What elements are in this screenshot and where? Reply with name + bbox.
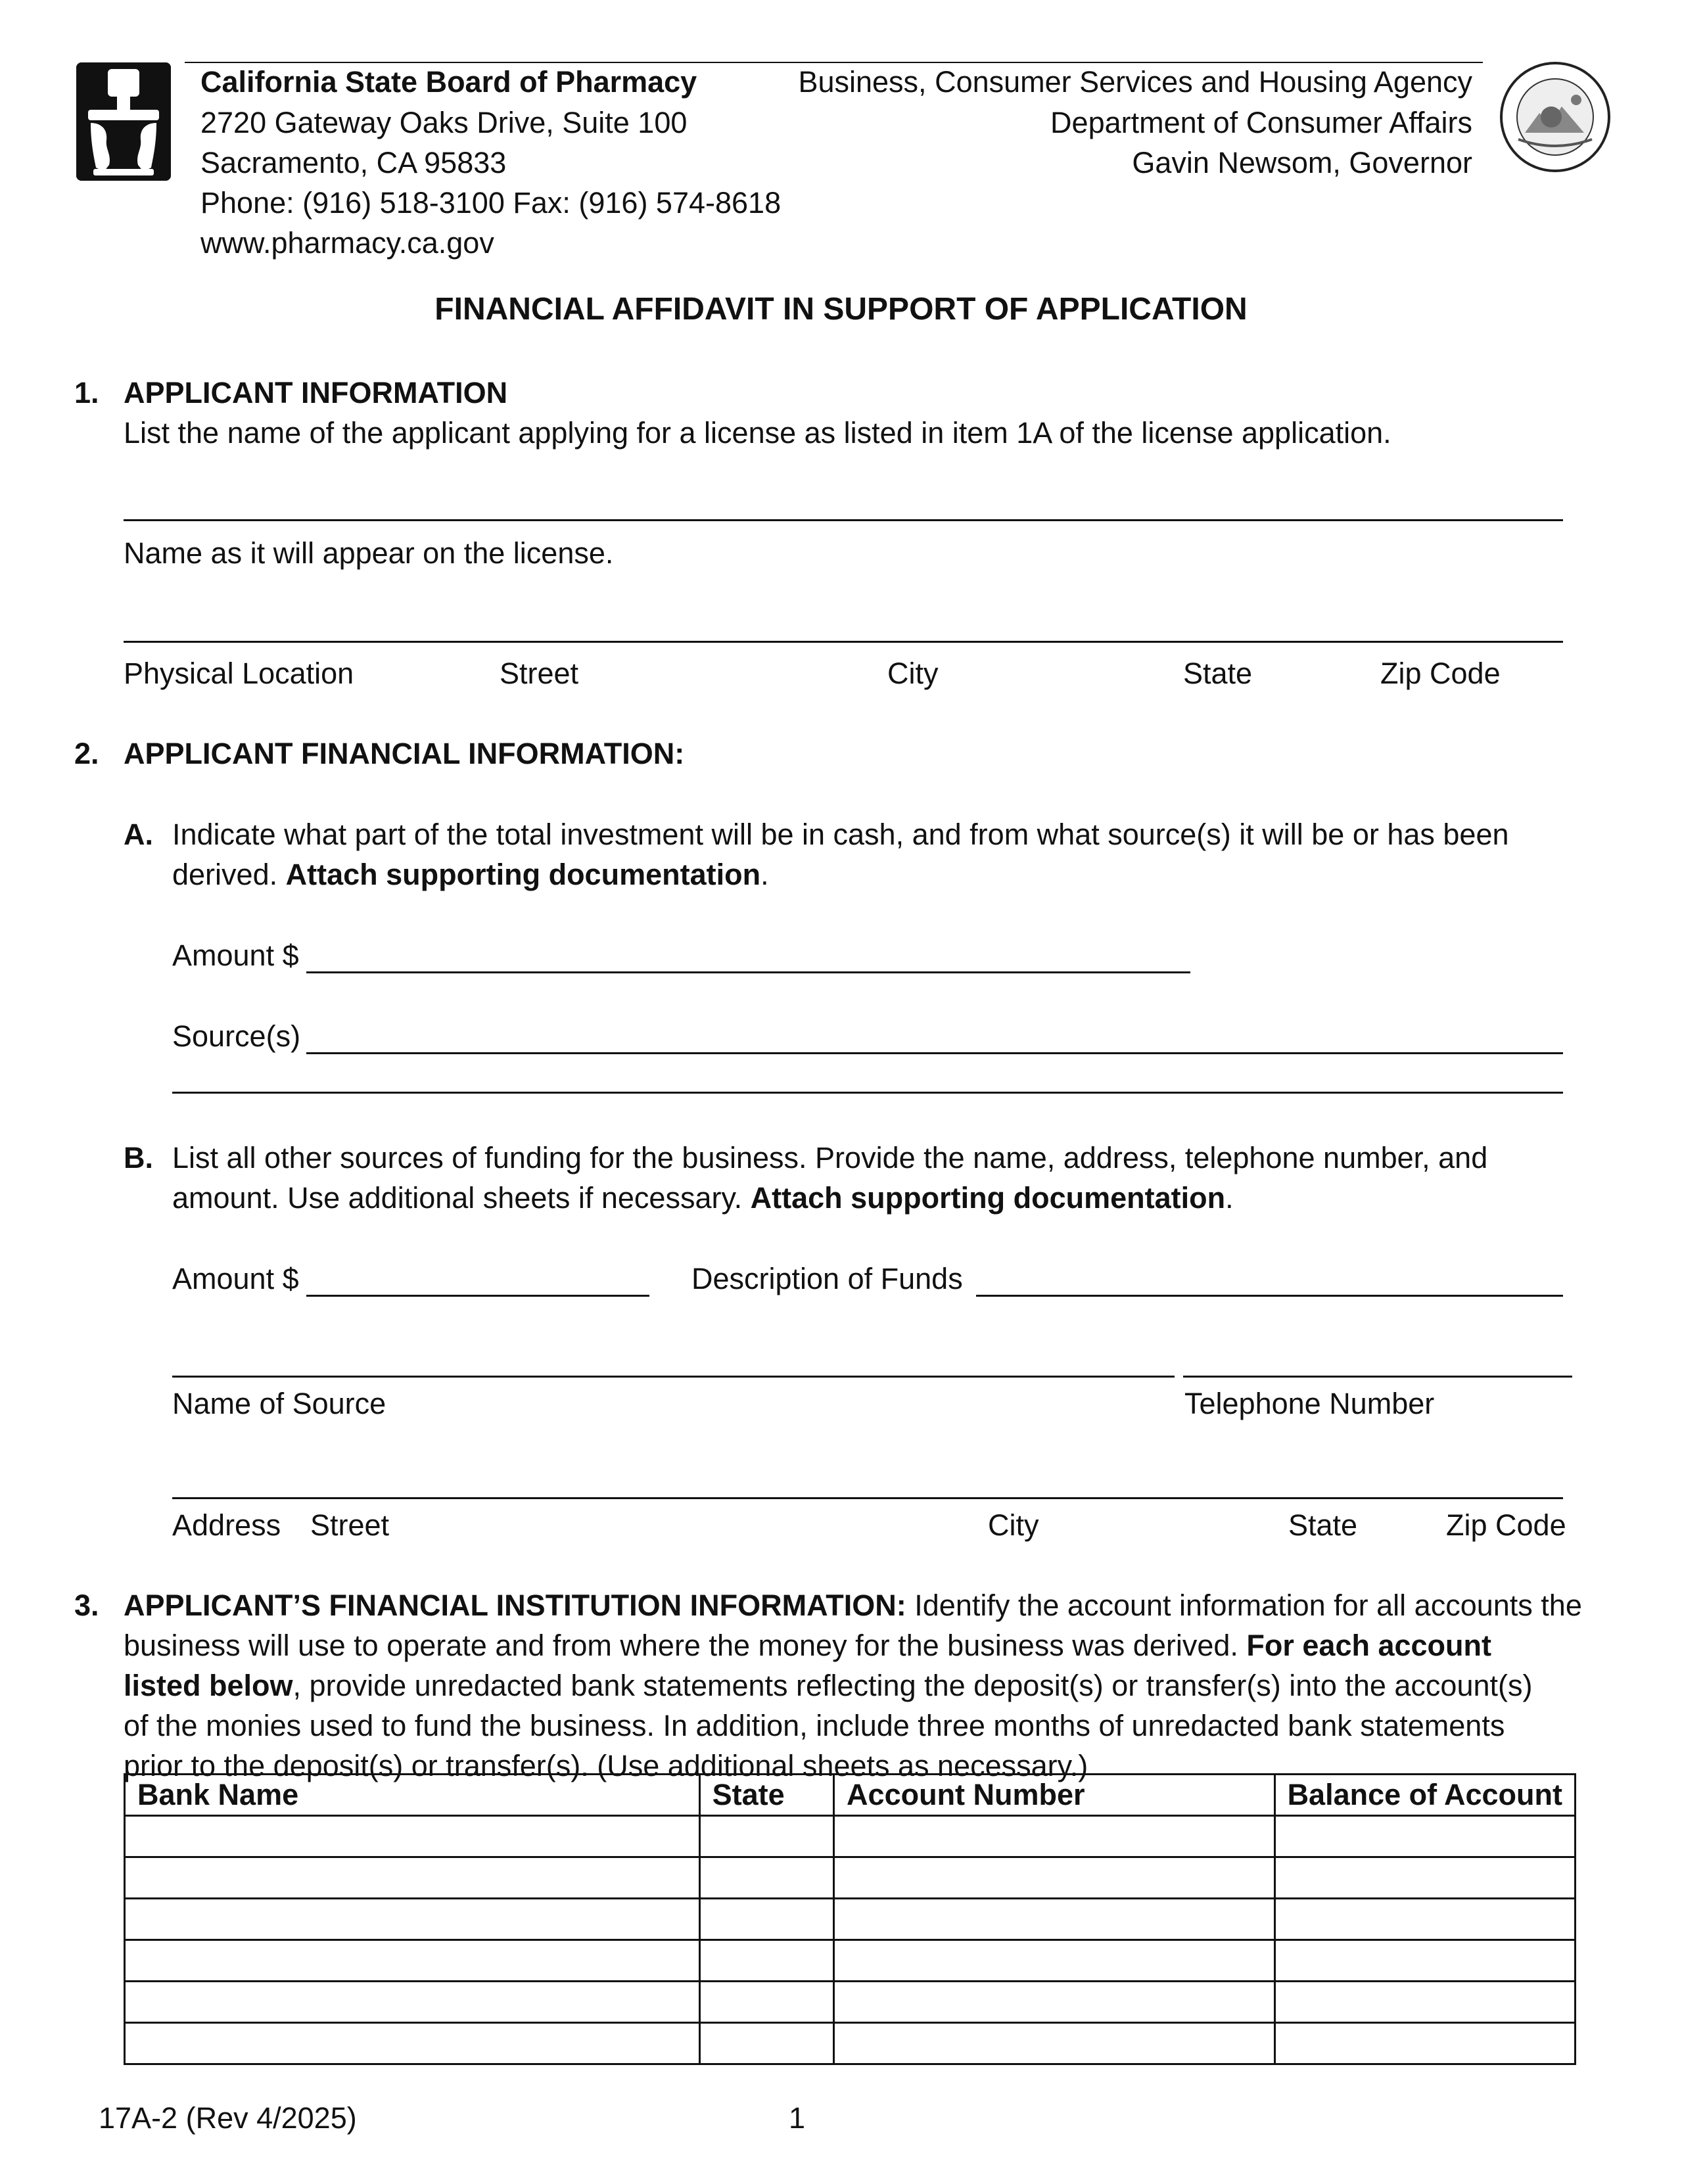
name-of-source-field[interactable] [172, 1376, 1175, 1378]
section3-line2 [124, 1628, 1491, 1663]
bank-name-cell[interactable] [125, 1899, 700, 1940]
mortar-pestle-profile-logo-icon [76, 62, 171, 181]
section2b-text-line1: List all other sources of funding for the business. Provide the name, address, telephone number, and [172, 1141, 1488, 1174]
section1-instruction: List the name of the applicant applying for a license as listed in item 1A of the license application. [124, 416, 1391, 450]
table-row [125, 1816, 1576, 1857]
source-street-label: Street [310, 1508, 390, 1542]
great-seal-of-california-icon [1499, 60, 1612, 174]
section2b-text-plain: amount. Use additional sheets if necessary. [172, 1181, 751, 1215]
board-address-line2: Sacramento, CA 95833 [200, 146, 507, 179]
section3-line2-plain: business will use to operate and from where the money for the business was derived. [124, 1629, 1247, 1662]
source-address-field[interactable] [172, 1497, 1563, 1499]
bank-table-header-row [125, 1775, 1576, 1816]
section3-line5: prior to the deposit(s) or transfer(s). (Use additional sheets as necessary.) [124, 1749, 1088, 1782]
account-number-cell[interactable] [834, 1940, 1275, 1982]
physical-location-label: Physical Location [124, 657, 354, 690]
section3-line3-bold: listed below [124, 1669, 293, 1702]
applicant-name-label: Name as it will appear on the license. [124, 536, 614, 570]
section2b-letter: B. [124, 1141, 153, 1174]
account-balance-cell[interactable] [1274, 1899, 1575, 1940]
board-address-line1: 2720 Gateway Oaks Drive, Suite 100 [200, 106, 688, 139]
section3-line1 [124, 1588, 1582, 1623]
physical-location-field[interactable] [124, 641, 1563, 643]
location-state-label: State [1183, 657, 1253, 690]
bank-state-header: State [699, 1775, 833, 1816]
section1-heading: APPLICANT INFORMATION [124, 376, 508, 409]
board-website: www.pharmacy.ca.gov [200, 226, 494, 260]
section3-heading: APPLICANT’S FINANCIAL INSTITUTION INFORMATION: [124, 1589, 906, 1622]
funding-description-field[interactable] [976, 1295, 1563, 1297]
table-row [125, 1857, 1576, 1899]
form-number: 17A-2 (Rev 4/2025) [99, 2101, 357, 2135]
bank-state-cell[interactable] [699, 1816, 833, 1857]
name-of-source-label: Name of Source [172, 1387, 386, 1420]
bank-state-cell[interactable] [699, 1982, 833, 2023]
source-zip-label: Zip Code [1446, 1508, 1566, 1542]
table-row [125, 1982, 1576, 2023]
section3-line1-rest: Identify the account information for all accounts the [906, 1589, 1582, 1622]
table-row [125, 1899, 1576, 1940]
location-street-label: Street [500, 657, 579, 690]
source-telephone-field[interactable] [1183, 1376, 1572, 1378]
logo-graphic [76, 62, 171, 181]
agency-name: Business, Consumer Services and Housing Agency [798, 65, 1472, 99]
account-balance-header: Balance of Account [1274, 1775, 1575, 1816]
section2b-text-line2 [172, 1180, 1234, 1216]
account-balance-cell[interactable] [1274, 1816, 1575, 1857]
bank-name-cell[interactable] [125, 1857, 700, 1899]
funding-description-label: Description of Funds [691, 1262, 963, 1295]
account-number-cell[interactable] [834, 1816, 1275, 1857]
bank-name-cell[interactable] [125, 1940, 700, 1982]
section1-number: 1. [74, 376, 99, 409]
section3-line4: of the monies used to fund the business. In addition, include three months of unredacted bank statements [124, 1709, 1505, 1742]
funding-amount-label: Amount $ [172, 1262, 299, 1295]
funding-amount-field[interactable] [306, 1295, 649, 1297]
source-address-label: Address [172, 1508, 281, 1542]
section3-line3 [124, 1668, 1532, 1704]
account-number-cell[interactable] [834, 1899, 1275, 1940]
section2a-text-bold: Attach supporting documentation [285, 858, 761, 891]
section2a-letter: A. [124, 818, 153, 851]
account-number-header: Account Number [834, 1775, 1275, 1816]
table-row [125, 1940, 1576, 1982]
section2-number: 2. [74, 737, 99, 770]
board-phone-fax: Phone: (916) 518-3100 Fax: (916) 574-8618 [200, 186, 782, 220]
governor-name: Gavin Newsom, Governor [1132, 146, 1472, 179]
source-city-label: City [988, 1508, 1039, 1542]
account-balance-cell[interactable] [1274, 1940, 1575, 1982]
bank-state-cell[interactable] [699, 1940, 833, 1982]
bank-name-cell[interactable] [125, 2023, 700, 2064]
account-number-cell[interactable] [834, 2023, 1275, 2064]
bank-state-cell[interactable] [699, 2023, 833, 2064]
seal-graphic [1499, 60, 1612, 174]
section2a-text-plain: derived. [172, 858, 286, 891]
board-name: California State Board of Pharmacy [200, 65, 697, 99]
page-number: 1 [789, 2101, 806, 2135]
cash-source-label: Source(s) [172, 1019, 301, 1053]
section2b-text-bold: Attach supporting documentation [750, 1181, 1226, 1215]
bank-name-cell[interactable] [125, 1982, 700, 2023]
bank-state-cell[interactable] [699, 1857, 833, 1899]
account-number-cell[interactable] [834, 1982, 1275, 2023]
section2-heading: APPLICANT FINANCIAL INFORMATION: [124, 737, 685, 770]
cash-amount-label: Amount $ [172, 939, 299, 972]
cash-source-field-continued[interactable] [172, 1092, 1563, 1094]
section3-line3-rest: , provide unredacted bank statements reflecting the deposit(s) or transfer(s) into the account(s) [292, 1669, 1533, 1702]
section2a-text-line1: Indicate what part of the total investment will be in cash, and from what source(s) it will be or has been [172, 818, 1509, 851]
header-rule [185, 62, 1483, 63]
cash-amount-field[interactable] [306, 971, 1190, 973]
department-name: Department of Consumer Affairs [1050, 106, 1472, 139]
bank-accounts-table [124, 1773, 1576, 2065]
bank-name-cell[interactable] [125, 1816, 700, 1857]
page-title: FINANCIAL AFFIDAVIT IN SUPPORT OF APPLICATION [434, 292, 1248, 327]
location-zip-label: Zip Code [1380, 657, 1501, 690]
table-row [125, 2023, 1576, 2064]
account-number-cell[interactable] [834, 1857, 1275, 1899]
section3-number: 3. [74, 1589, 99, 1622]
section3-line2-bold: For each account [1246, 1629, 1491, 1662]
location-city-label: City [887, 657, 939, 690]
section2a-text-line2 [172, 857, 769, 893]
section2a-text-end: . [760, 858, 769, 891]
bank-state-cell[interactable] [699, 1899, 833, 1940]
account-balance-cell[interactable] [1274, 1857, 1575, 1899]
applicant-name-field[interactable] [124, 519, 1563, 521]
account-balance-cell[interactable] [1274, 2023, 1575, 2064]
bank-name-header: Bank Name [125, 1775, 700, 1816]
cash-source-field[interactable] [306, 1052, 1563, 1054]
account-balance-cell[interactable] [1274, 1982, 1575, 2023]
source-telephone-label: Telephone Number [1184, 1387, 1435, 1420]
section2b-text-end: . [1225, 1181, 1234, 1215]
source-state-label: State [1288, 1508, 1358, 1542]
